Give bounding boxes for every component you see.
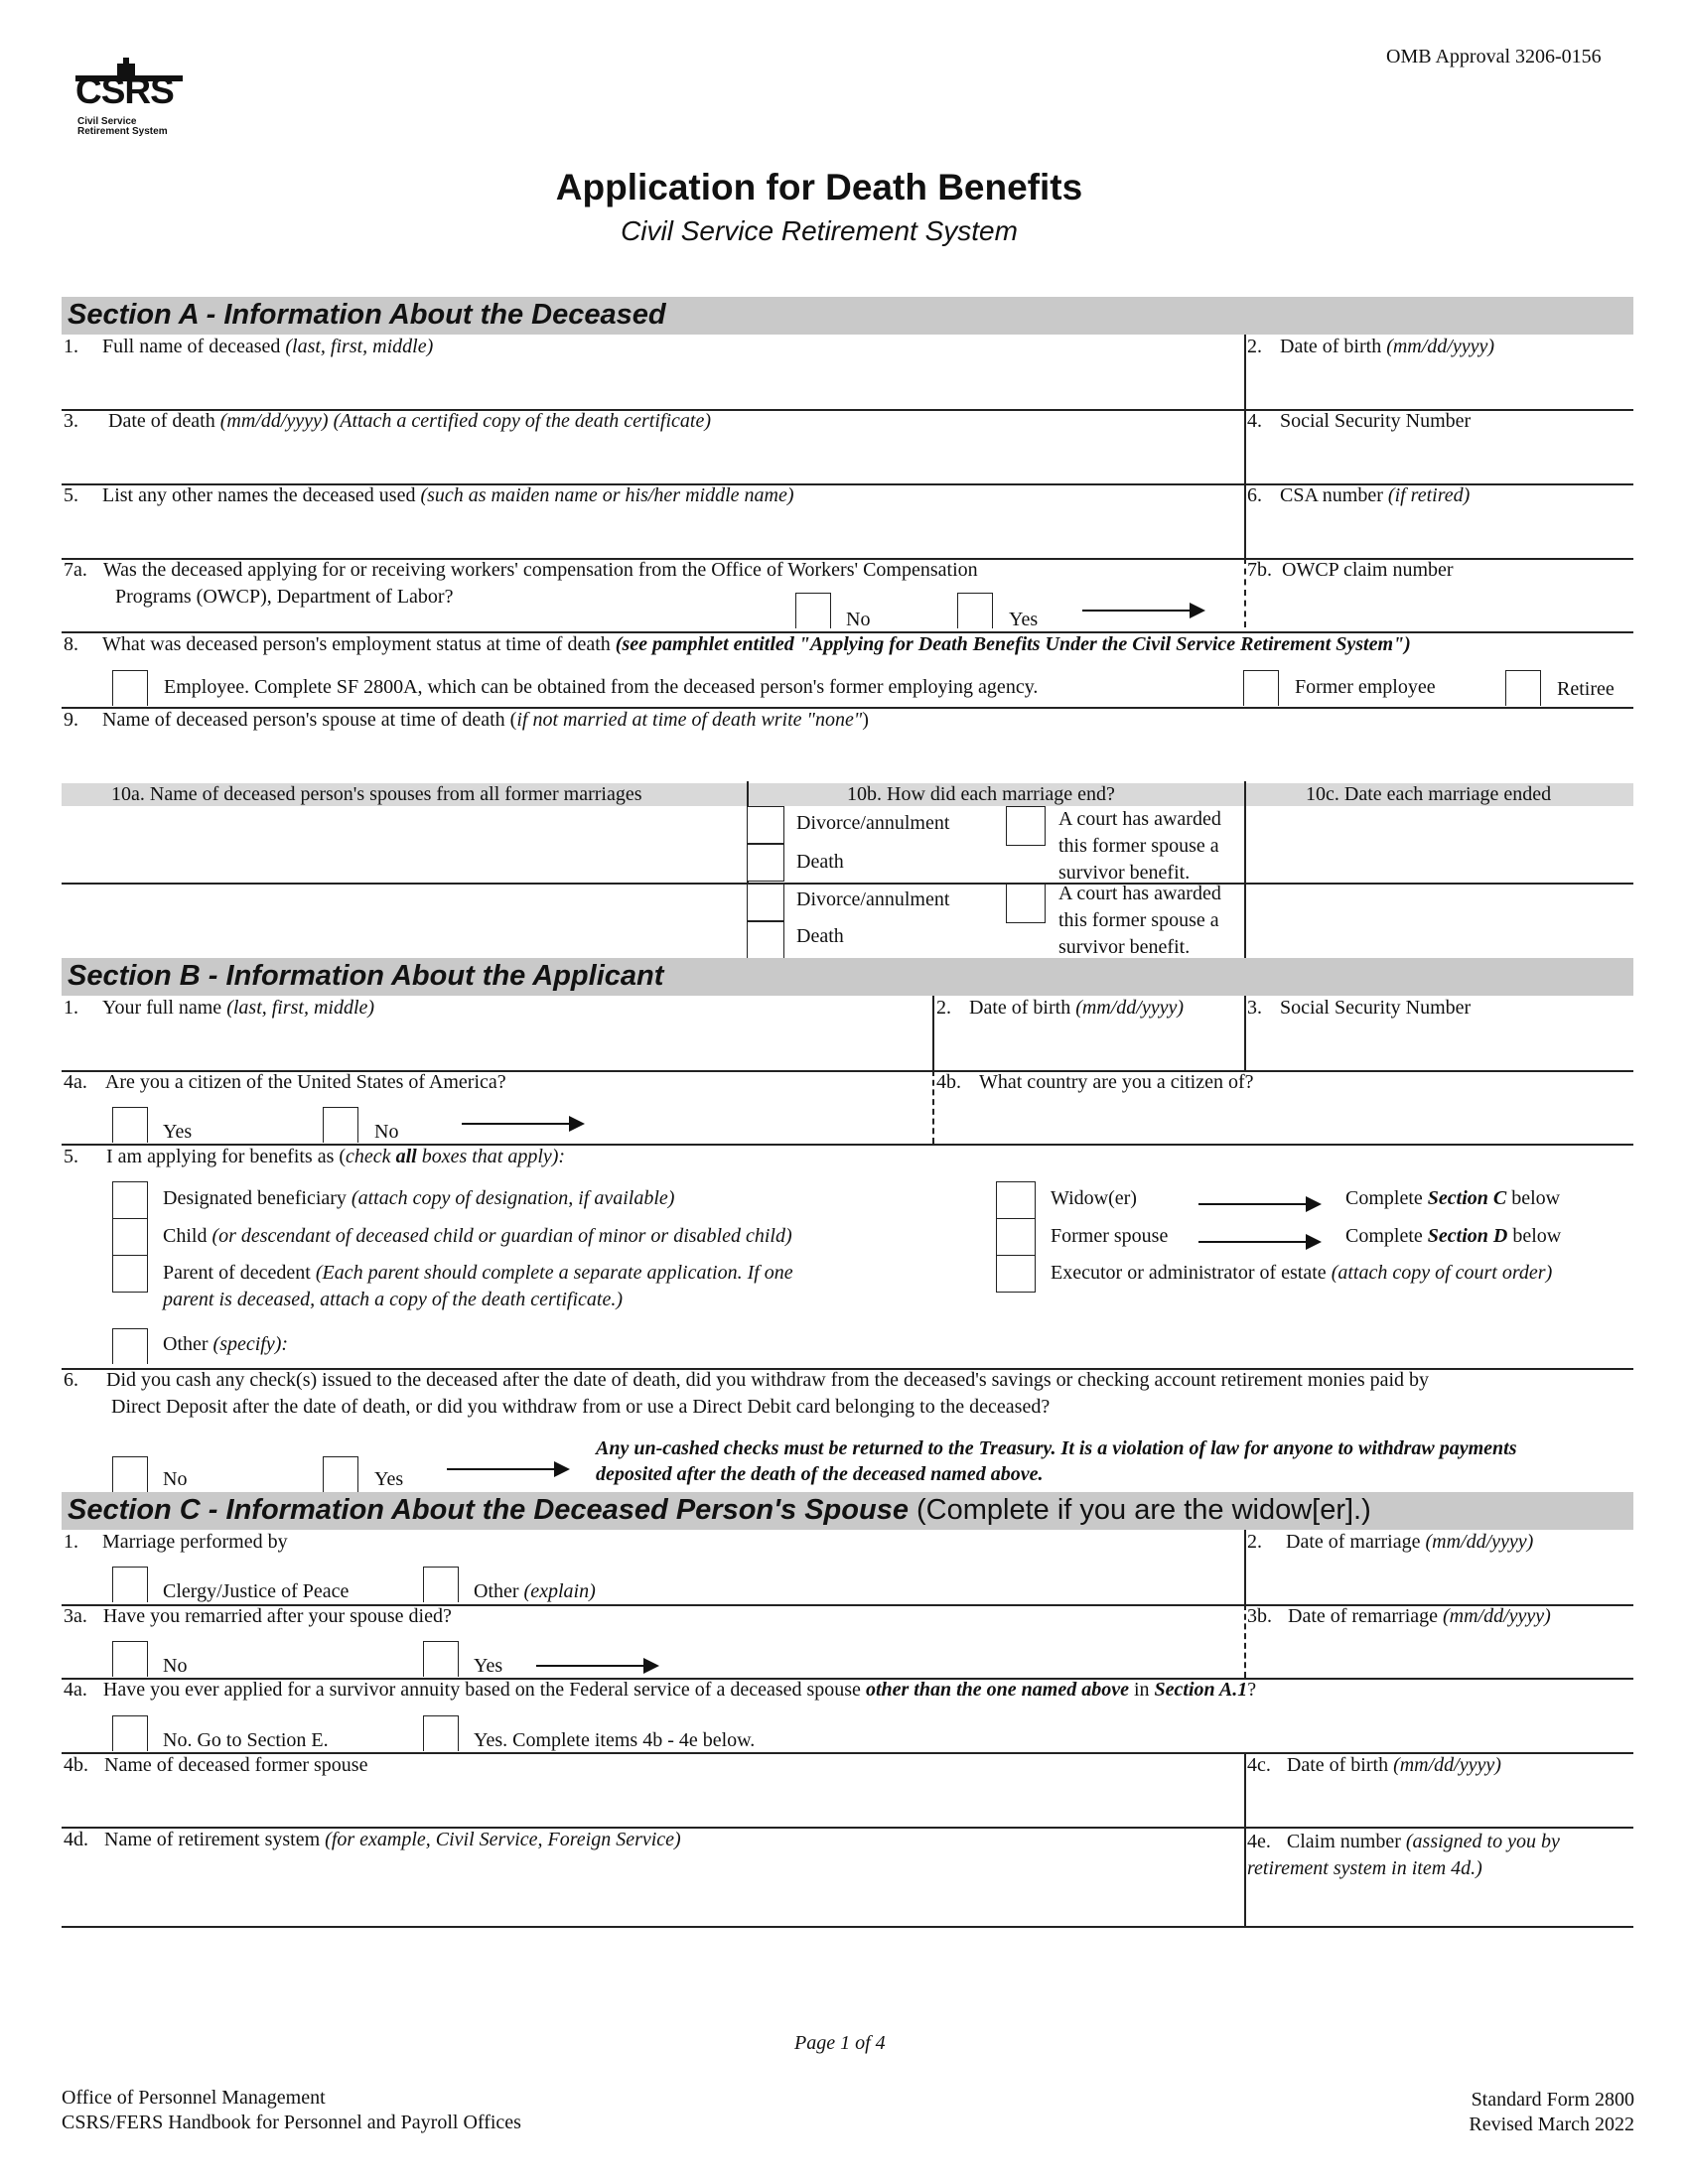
csrs-logo	[73, 56, 193, 145]
arrow-icon	[1198, 1241, 1308, 1243]
logo-text: CSRS	[75, 70, 174, 111]
section-a-header: Section A - Information About the Deceased	[62, 297, 1633, 335]
c4e-label: 4e. Claim number (assigned to you by retirement system in item 4d.)	[1247, 1831, 1560, 1879]
a10b-row1-death-checkbox[interactable]	[747, 844, 784, 882]
a9-label: 9. Name of deceased person's spouse at time of death (if not married at time of death write "none")	[64, 709, 869, 731]
section-c-header: Section C - Information About the Deceased Person's Spouse (Complete if you are the widow[er].)	[62, 1492, 1633, 1530]
a10b-row1-court-label: A court has awarded this former spouse a survivor benefit.	[1058, 808, 1221, 884]
a7b-label: 7b. OWCP claim number	[1247, 559, 1454, 581]
a8-label: 8. What was deceased person's employment status at time of death (see pamphlet entitled "Applying for Death Benefits Under the Civil Service Retirement System")	[64, 633, 1411, 655]
b4a-yes-checkbox[interactable]	[112, 1107, 148, 1143]
arrow-icon	[447, 1468, 556, 1470]
b5-widow-checkbox[interactable]	[996, 1181, 1036, 1218]
c4b-label: 4b. Name of deceased former spouse	[64, 1754, 368, 1776]
arrow-icon	[462, 1123, 571, 1125]
arrow-icon	[1082, 610, 1192, 612]
a10a-header: 10a. Name of deceased person's spouses from all former marriages	[111, 783, 642, 805]
a6-label: 6. CSA number (if retired)	[1247, 484, 1471, 506]
a10b-row2-court-checkbox[interactable]	[1006, 884, 1046, 923]
c4a-yes-checkbox[interactable]	[423, 1715, 459, 1751]
footer-form: Standard Form 2800 Revised March 2022	[1469, 2089, 1634, 2135]
b6-warning: Any un-cashed checks must be returned to the Treasury. It is a violation of law for anyone to withdraw payments deposited after the death of the deceased named above.	[596, 1437, 1517, 1485]
a7a-yes-checkbox[interactable]	[957, 593, 993, 628]
logo-subtitle: Civil Service Retirement System	[77, 116, 168, 137]
b3-label: 3. Social Security Number	[1247, 997, 1472, 1019]
a10b-row2-court-label: A court has awarded this former spouse a survivor benefit.	[1058, 883, 1221, 958]
c3a-yes-checkbox[interactable]	[423, 1641, 459, 1677]
b5-label: 5. I am applying for benefits as (check all boxes that apply):	[64, 1146, 566, 1167]
a3-label: 3. Date of death (mm/dd/yyyy) (Attach a certified copy of the death certificate)	[64, 410, 711, 432]
c3a-no-checkbox[interactable]	[112, 1641, 148, 1677]
omb-approval: OMB Approval 3206-0156	[1386, 46, 1602, 68]
a1-label: 1. Full name of deceased (last, first, middle)	[64, 336, 434, 357]
c1-clergy-checkbox[interactable]	[112, 1567, 148, 1602]
a10b-row2-death-checkbox[interactable]	[747, 921, 784, 959]
a10b-row1-court-checkbox[interactable]	[1006, 806, 1046, 846]
section-b-header: Section B - Information About the Applicant	[62, 958, 1633, 996]
c4d-label: 4d. Name of retirement system (for example, Civil Service, Foreign Service)	[64, 1829, 681, 1850]
footer-org: Office of Personnel Management CSRS/FERS Handbook for Personnel and Payroll Offices	[62, 2087, 521, 2133]
b5-executor-checkbox[interactable]	[996, 1255, 1036, 1293]
b5-other-checkbox[interactable]	[112, 1328, 148, 1364]
a8-retiree-checkbox[interactable]	[1505, 670, 1541, 706]
c4a-no-checkbox[interactable]	[112, 1715, 148, 1751]
a10b-header: 10b. How did each marriage end?	[847, 783, 1115, 805]
a10b-row2-divorce-checkbox[interactable]	[747, 884, 784, 921]
a8-former-employee-checkbox[interactable]	[1243, 670, 1279, 706]
page-subtitle: Civil Service Retirement System	[621, 215, 1018, 246]
a4-label: 4. Social Security Number	[1247, 410, 1472, 432]
b4b-label: 4b. What country are you a citizen of?	[936, 1071, 1254, 1093]
b5-child-checkbox[interactable]	[112, 1218, 148, 1255]
b5-former-spouse-checkbox[interactable]	[996, 1218, 1036, 1255]
page-title: Application for Death Benefits	[555, 167, 1083, 207]
a8-employee-checkbox[interactable]	[112, 670, 148, 706]
b5-parent-checkbox[interactable]	[112, 1255, 148, 1293]
b4a-no-checkbox[interactable]	[323, 1107, 358, 1143]
b5-designated-checkbox[interactable]	[112, 1181, 148, 1218]
b1-label: 1. Your full name (last, first, middle)	[64, 997, 375, 1019]
a10b-row1-divorce-checkbox[interactable]	[747, 806, 784, 844]
a2-label: 2. Date of birth (mm/dd/yyyy)	[1247, 336, 1495, 357]
b6-no-checkbox[interactable]	[112, 1456, 148, 1492]
a7a-label: 7a. Was the deceased applying for or receiving workers' compensation from the Office of Workers' Compensation	[64, 559, 978, 581]
c3a-label: 3a. Have you remarried after your spouse died?	[64, 1605, 452, 1627]
page-number: Page 1 of 4	[794, 2032, 886, 2054]
c1-label: 1. Marriage performed by	[64, 1531, 288, 1553]
c2-label: 2. Date of marriage (mm/dd/yyyy)	[1247, 1531, 1534, 1553]
b2-label: 2. Date of birth (mm/dd/yyyy)	[936, 997, 1185, 1019]
b6-label: 6. Did you cash any check(s) issued to the deceased after the date of death, did you withdraw from the deceased's savings or checking account retirement monies paid by	[64, 1369, 1430, 1391]
a7a-no-checkbox[interactable]	[795, 593, 831, 628]
c1-other-checkbox[interactable]	[423, 1567, 459, 1602]
c4c-label: 4c. Date of birth (mm/dd/yyyy)	[1247, 1754, 1501, 1776]
b6-yes-checkbox[interactable]	[323, 1456, 358, 1492]
a10c-header: 10c. Date each marriage ended	[1306, 783, 1552, 805]
a5-label: 5. List any other names the deceased used (such as maiden name or his/her middle name)	[64, 484, 794, 506]
arrow-icon	[1198, 1203, 1308, 1205]
arrow-icon	[536, 1665, 645, 1667]
c4a-label: 4a. Have you ever applied for a survivor annuity based on the Federal service of a deceased spouse other than the one named above in Section A.1?	[64, 1679, 1257, 1701]
c3b-label: 3b. Date of remarriage (mm/dd/yyyy)	[1247, 1605, 1551, 1627]
b4a-label: 4a. Are you a citizen of the United States of America?	[64, 1071, 506, 1093]
